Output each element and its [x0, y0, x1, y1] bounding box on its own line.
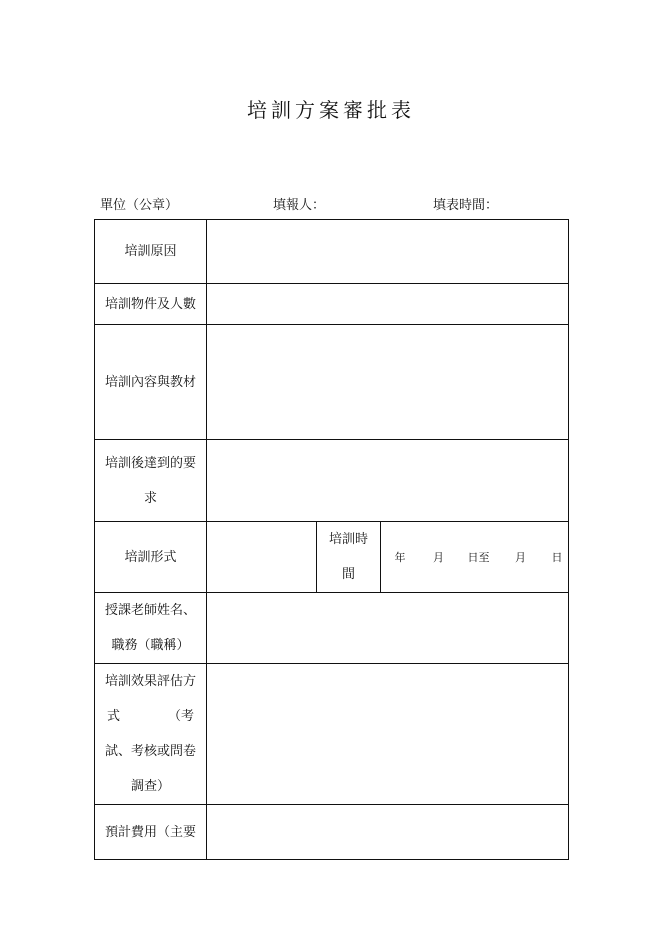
content-field[interactable]: [207, 325, 569, 440]
date-month: 月: [433, 550, 444, 564]
row-cost: [95, 805, 569, 860]
unit-label: 單位（公章）: [100, 198, 179, 213]
teacher-field[interactable]: [207, 593, 569, 664]
date-field[interactable]: [381, 522, 569, 593]
time-label-line2: 間: [341, 567, 355, 582]
row-teacher: [95, 593, 569, 664]
evaluation-label-line2b: （考: [167, 709, 194, 724]
form-title: 培訓方案審批表: [247, 98, 415, 122]
row-goal: [95, 440, 569, 522]
evaluation-field[interactable]: [207, 664, 569, 805]
row-target: [95, 284, 569, 325]
teacher-label: [95, 593, 207, 664]
row-evaluation: [95, 664, 569, 805]
goal-field[interactable]: [207, 440, 569, 522]
goal-label-line2: 求: [143, 490, 157, 506]
row-reason: [95, 220, 569, 284]
cost-label: 預計費用（主要: [95, 805, 207, 860]
fill-time-label: 填表時間：: [433, 198, 499, 213]
time-label: [317, 522, 381, 593]
reason-field[interactable]: [207, 220, 569, 284]
goal-label: [95, 440, 207, 522]
time-label-line1: 培訓時: [328, 532, 368, 547]
date-day2: 日: [551, 550, 563, 564]
date-day-to: 日至: [467, 550, 490, 564]
evaluation-label-line4: 調查）: [130, 779, 170, 794]
date-year: 年: [394, 550, 406, 564]
teacher-label-line2: 職務（職稱）: [111, 638, 190, 653]
evaluation-label-line2: [101, 699, 200, 734]
evaluation-label-line1: 培訓效果評估方: [104, 674, 196, 689]
goal-label-line1: 培訓後達到的要: [104, 455, 196, 471]
approval-form-table: [94, 219, 569, 860]
cost-field[interactable]: [207, 805, 569, 860]
evaluation-label-line3: 試、考核或問卷: [104, 744, 196, 759]
filler-label: 填報人：: [273, 198, 326, 213]
target-label: 培訓物件及人數: [95, 284, 207, 325]
evaluation-label-line2a: 式: [107, 709, 121, 724]
row-form: [95, 522, 569, 593]
form-field[interactable]: [207, 522, 317, 593]
content-label: 培訓內容與教材: [95, 325, 207, 440]
teacher-label-line1: 授課老師姓名、: [104, 603, 196, 618]
evaluation-label: [95, 664, 207, 805]
target-field[interactable]: [207, 284, 569, 325]
date-month2: 月: [515, 550, 526, 564]
reason-label: 培訓原因: [95, 220, 207, 284]
form-label: 培訓形式: [95, 522, 207, 593]
row-content: [95, 325, 569, 440]
